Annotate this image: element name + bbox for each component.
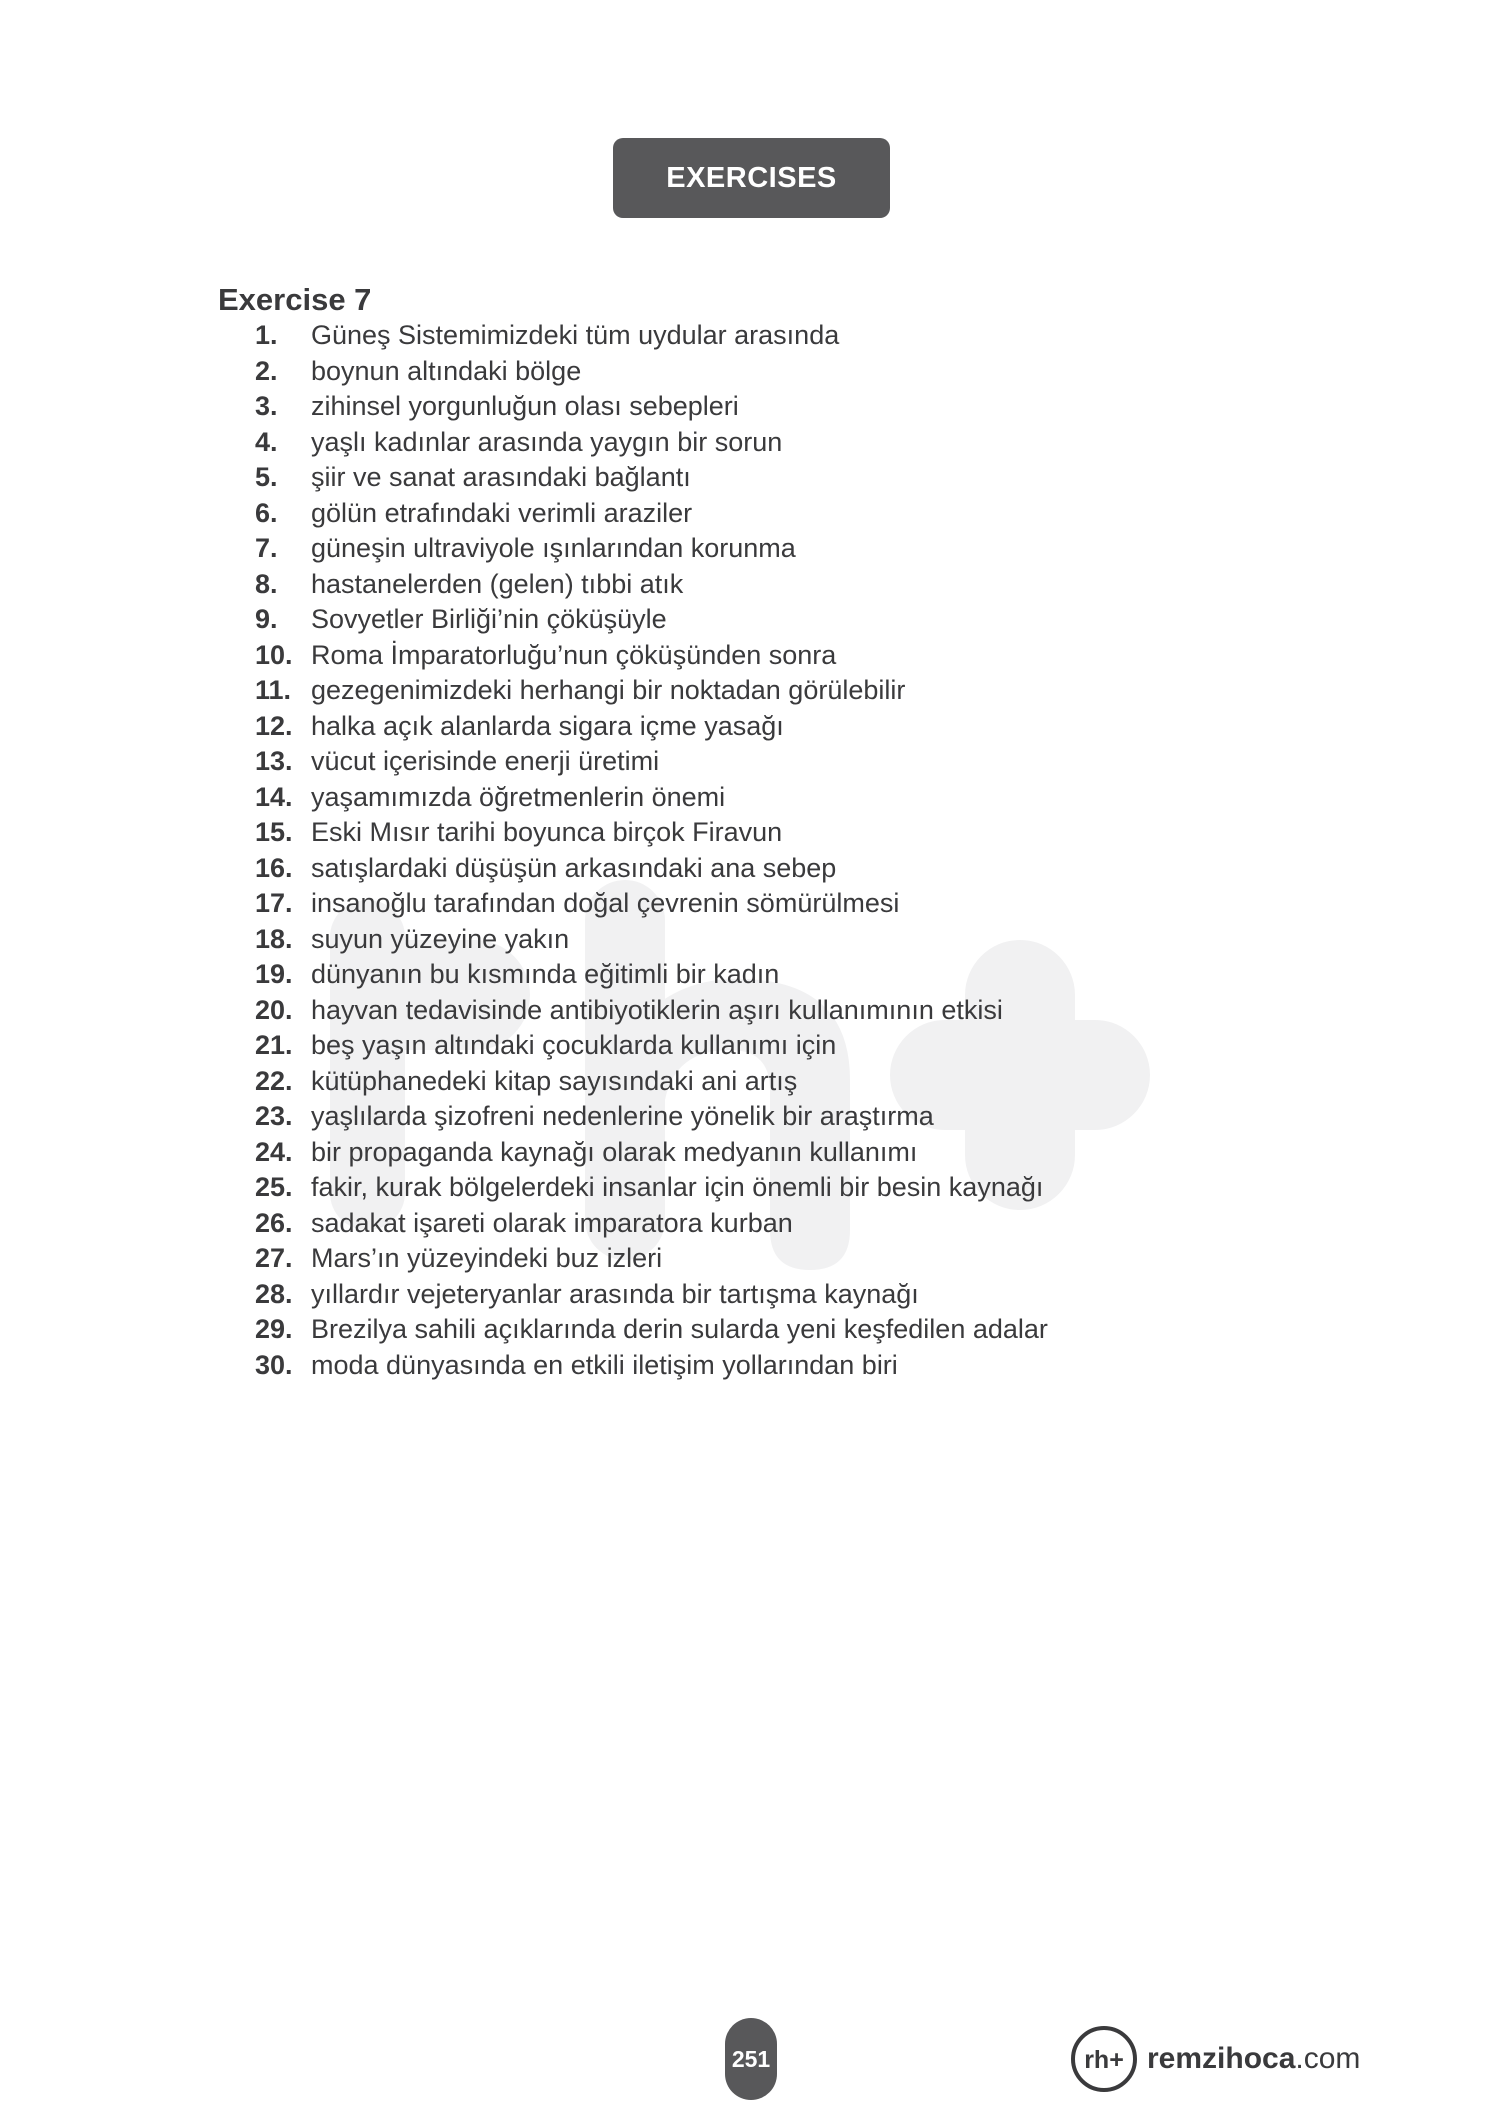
exercise-item bbox=[0, 1350, 1497, 1386]
item-number: 21. bbox=[255, 1030, 293, 1060]
brand-domain-suffix: .com bbox=[1295, 2042, 1361, 2075]
item-text: suyun yüzeyine yakın bbox=[311, 923, 570, 954]
item-text: gezegenimizdeki herhangi bir noktadan görülebilir bbox=[311, 675, 906, 705]
item-text: yıllardır vejeteryanlar arasında bir tartışma kaynağı bbox=[311, 1278, 919, 1309]
item-number: 26. bbox=[255, 1207, 293, 1238]
item-text: yaşamımızda öğretmenlerin önemi bbox=[311, 781, 726, 812]
item-number: 13. bbox=[255, 746, 293, 776]
item-text: sadakat işareti olarak imparatora kurban bbox=[311, 1207, 793, 1238]
exercise-item bbox=[0, 924, 1497, 960]
item-text: gölün etrafındaki verimli araziler bbox=[311, 497, 693, 528]
item-text: bir propaganda kaynağı olarak medyanın kullanımı bbox=[311, 1136, 918, 1167]
item-number: 30. bbox=[255, 1349, 293, 1380]
item-text: halka açık alanlarda sigara içme yasağı bbox=[311, 710, 784, 741]
logo-text: rh+ bbox=[1084, 2046, 1124, 2074]
item-text: dünyanın bu kısmında eğitimli bir kadın bbox=[311, 959, 780, 989]
exercise-item bbox=[0, 1066, 1497, 1102]
item-number: 3. bbox=[255, 391, 278, 421]
item-text: Brezilya sahili açıklarında derin sularda yeni keşfedilen adalar bbox=[311, 1314, 1048, 1344]
exercises-header-badge bbox=[613, 138, 890, 218]
item-text: hayvan tedavisinde antibiyotiklerin aşırı kullanımının etkisi bbox=[311, 994, 1003, 1025]
item-text: Roma İmparatorluğu’nun çöküşünden sonra bbox=[311, 639, 837, 670]
exercise-item bbox=[0, 1030, 1497, 1066]
exercise-item bbox=[0, 853, 1497, 889]
item-number: 1. bbox=[255, 320, 278, 350]
exercise-item bbox=[0, 1137, 1497, 1173]
item-text: fakir, kurak bölgelerdeki insanlar için önemli bir besin kaynağı bbox=[311, 1172, 1044, 1202]
item-number: 9. bbox=[255, 604, 278, 634]
item-number: 27. bbox=[255, 1243, 293, 1273]
item-text: zihinsel yorgunluğun olası sebepleri bbox=[311, 391, 739, 421]
item-number: 11. bbox=[255, 675, 292, 705]
item-number: 4. bbox=[255, 426, 278, 457]
item-number: 28. bbox=[255, 1278, 293, 1309]
item-text: Güneş Sistemimizdeki tüm uydular arasında bbox=[311, 320, 840, 350]
item-number: 8. bbox=[255, 568, 278, 599]
item-number: 20. bbox=[255, 994, 293, 1025]
exercises-header-label: EXERCISES bbox=[666, 161, 837, 194]
item-number: 29. bbox=[255, 1314, 293, 1344]
brand-footer bbox=[1069, 2024, 1360, 2094]
item-number: 19. bbox=[255, 959, 293, 989]
item-number: 16. bbox=[255, 852, 293, 883]
item-text: güneşin ultraviyole ışınlarından korunma bbox=[311, 533, 796, 563]
item-number: 25. bbox=[255, 1172, 293, 1202]
exercise-item bbox=[0, 675, 1497, 711]
exercise-item bbox=[0, 782, 1497, 818]
brand-name-bold: remzihoca bbox=[1147, 2042, 1296, 2075]
exercise-item-list bbox=[0, 320, 1497, 1385]
exercise-item bbox=[0, 959, 1497, 995]
item-number: 12. bbox=[255, 710, 293, 741]
exercise-item bbox=[0, 569, 1497, 605]
exercise-item bbox=[0, 817, 1497, 853]
rh-plus-logo-icon bbox=[1069, 2024, 1139, 2094]
item-text: beş yaşın altındaki çocuklarda kullanımı için bbox=[311, 1030, 837, 1060]
exercise-item bbox=[0, 391, 1497, 427]
item-text: moda dünyasında en etkili iletişim yollarından biri bbox=[311, 1349, 898, 1380]
item-text: hastanelerden (gelen) tıbbi atık bbox=[311, 568, 684, 599]
exercise-item bbox=[0, 640, 1497, 676]
page-number-badge bbox=[725, 2018, 777, 2100]
exercise-item bbox=[0, 711, 1497, 747]
item-text: insanoğlu tarafından doğal çevrenin sömürülmesi bbox=[311, 888, 900, 918]
exercise-item bbox=[0, 356, 1497, 392]
item-text: boynun altındaki bölge bbox=[311, 355, 582, 386]
item-number: 23. bbox=[255, 1101, 293, 1131]
item-text: satışlardaki düşüşün arkasındaki ana sebep bbox=[311, 852, 837, 883]
item-number: 17. bbox=[255, 888, 293, 918]
exercise-item bbox=[0, 1314, 1497, 1350]
item-number: 5. bbox=[255, 462, 278, 492]
exercise-item bbox=[0, 888, 1497, 924]
exercise-item bbox=[0, 1243, 1497, 1279]
exercise-item bbox=[0, 1101, 1497, 1137]
exercise-item bbox=[0, 498, 1497, 534]
exercise-title: Exercise 7 bbox=[218, 282, 372, 317]
exercise-item bbox=[0, 604, 1497, 640]
exercise-item bbox=[0, 746, 1497, 782]
item-text: yaşlı kadınlar arasında yaygın bir sorun bbox=[311, 426, 783, 457]
exercise-item bbox=[0, 462, 1497, 498]
item-text: Eski Mısır tarihi boyunca birçok Firavun bbox=[311, 817, 783, 847]
exercise-item bbox=[0, 995, 1497, 1031]
item-text: Mars’ın yüzeyindeki buz izleri bbox=[311, 1243, 663, 1273]
item-text: vücut içerisinde enerji üretimi bbox=[311, 746, 660, 776]
exercise-item bbox=[0, 1279, 1497, 1315]
item-number: 14. bbox=[255, 781, 293, 812]
exercise-item bbox=[0, 320, 1497, 356]
item-text: Sovyetler Birliği’nin çöküşüyle bbox=[311, 604, 667, 634]
item-number: 7. bbox=[255, 533, 278, 563]
item-text: kütüphanedeki kitap sayısındaki ani artış bbox=[311, 1065, 798, 1096]
item-number: 10. bbox=[255, 639, 293, 670]
item-text: yaşlılarda şizofreni nedenlerine yönelik bir araştırma bbox=[311, 1101, 934, 1131]
item-number: 6. bbox=[255, 497, 278, 528]
exercise-item bbox=[0, 1172, 1497, 1208]
item-text: şiir ve sanat arasındaki bağlantı bbox=[311, 462, 691, 492]
exercise-item bbox=[0, 533, 1497, 569]
item-number: 18. bbox=[255, 923, 293, 954]
exercise-item bbox=[0, 1208, 1497, 1244]
item-number: 24. bbox=[255, 1136, 293, 1167]
item-number: 22. bbox=[255, 1065, 293, 1096]
item-number: 2. bbox=[255, 355, 278, 386]
brand-name bbox=[1147, 2042, 1360, 2076]
exercise-item bbox=[0, 427, 1497, 463]
item-number: 15. bbox=[255, 817, 293, 847]
page-number: 251 bbox=[731, 2045, 771, 2072]
